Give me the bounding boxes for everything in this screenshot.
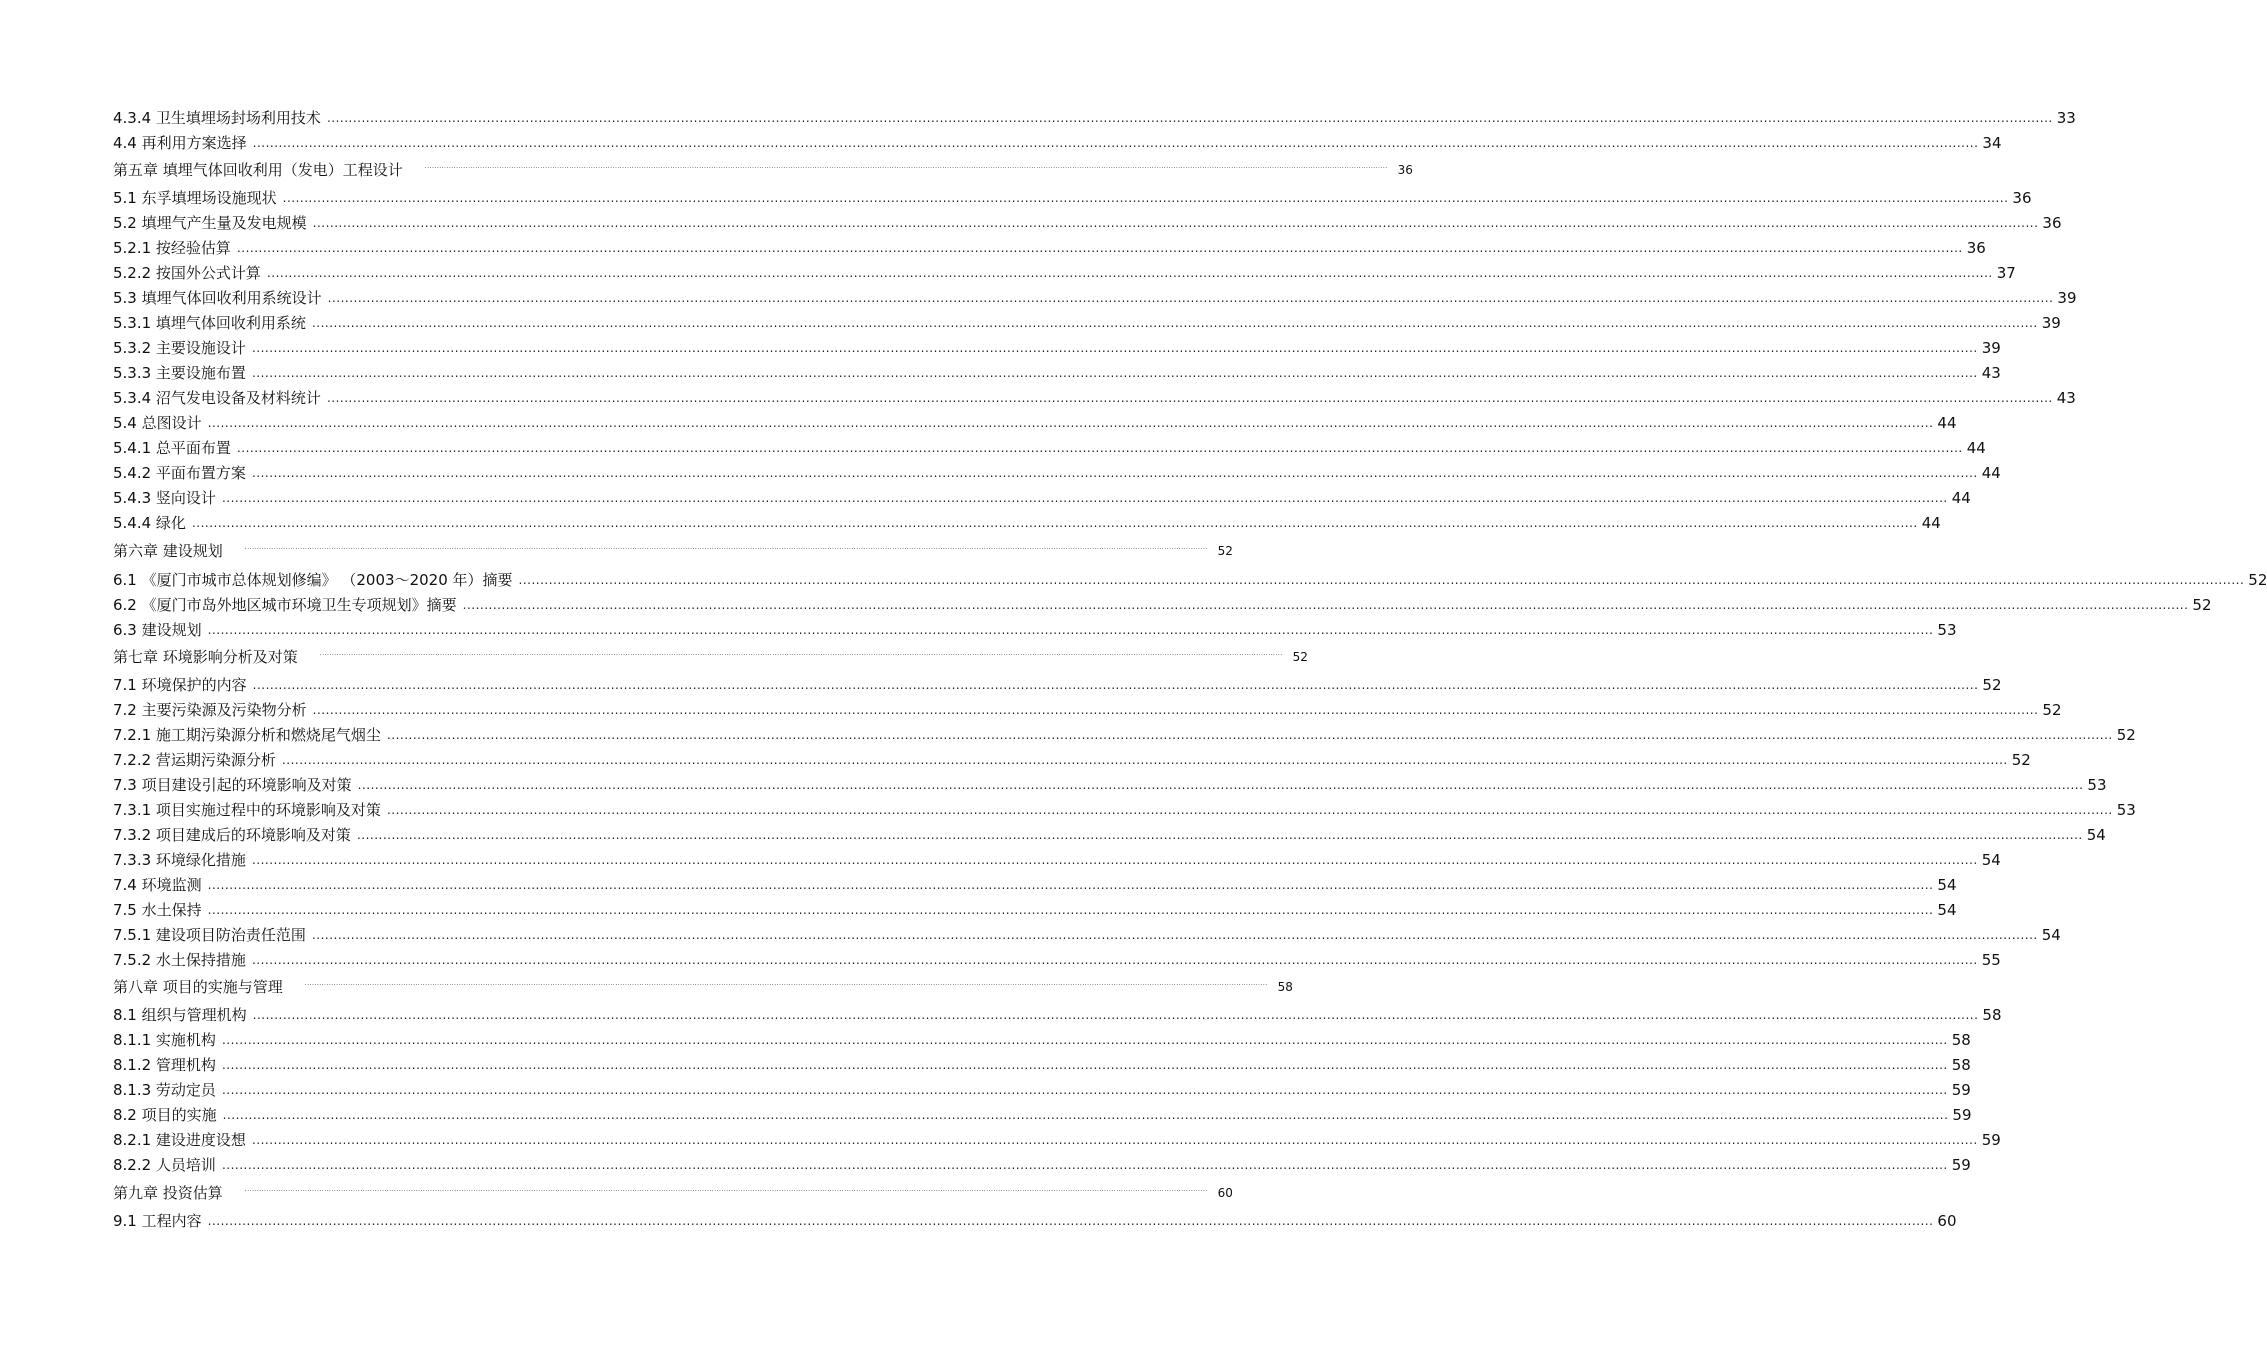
toc-dot-leader: ................................................................................................................................................................................................................................................................................................................................................................................................................ <box>221 1158 1948 1172</box>
toc-entry-title: 5.2 填埋气产生量及发电规模 <box>113 214 307 232</box>
toc-page-number: 52 <box>2248 571 2267 589</box>
toc-dot-leader: ................................................................................................................................................................................................................................................................................................................................................................................................................ <box>312 216 2039 230</box>
toc-section-entry[interactable] <box>113 900 1957 920</box>
toc-dot-leader: ................................................................................................................................................................................................................................................................................................................................................................................................................ <box>424 163 1388 170</box>
toc-section-entry[interactable] <box>113 700 2062 720</box>
toc-dot-leader: ................................................................................................................................................................................................................................................................................................................................................................................................................ <box>462 598 2189 612</box>
toc-page-number: 52 <box>1292 650 1308 664</box>
toc-page-number: 39 <box>2057 289 2077 307</box>
toc-page-number: 59 <box>1952 1106 1972 1124</box>
toc-page-number: 36 <box>2012 189 2032 207</box>
toc-section-entry[interactable] <box>113 488 1971 508</box>
toc-dot-leader: ................................................................................................................................................................................................................................................................................................................................................................................................................ <box>518 573 2245 587</box>
toc-section-entry[interactable] <box>113 313 2061 333</box>
toc-section-entry[interactable] <box>113 1105 1972 1125</box>
toc-section-entry[interactable] <box>113 1005 2002 1025</box>
toc-entry-title: 8.1.2 管理机构 <box>113 1056 216 1074</box>
toc-section-entry[interactable] <box>113 800 2136 820</box>
toc-section-entry[interactable] <box>113 288 2077 308</box>
toc-page-number: 58 <box>1277 980 1293 994</box>
toc-entry-title: 第八章 项目的实施与管理 <box>113 978 283 996</box>
toc-dot-leader: ................................................................................................................................................................................................................................................................................................................................................................................................................ <box>386 803 2113 817</box>
toc-section-entry[interactable] <box>113 750 2031 770</box>
toc-chapter-entry[interactable] <box>113 1183 1233 1203</box>
toc-section-entry[interactable] <box>113 620 1957 640</box>
toc-page-number: 60 <box>1937 1212 1957 1230</box>
toc-entry-title: 5.3.3 主要设施布置 <box>113 364 246 382</box>
toc-dot-leader: ................................................................................................................................................................................................................................................................................................................................................................................................................ <box>236 241 1963 255</box>
toc-dot-leader: ................................................................................................................................................................................................................................................................................................................................................................................................................ <box>221 1083 1948 1097</box>
toc-page-number: 43 <box>2056 389 2076 407</box>
toc-entry-title: 5.2.1 按经验估算 <box>113 239 231 257</box>
toc-entry-title: 第七章 环境影响分析及对策 <box>113 648 298 666</box>
toc-dot-leader: ................................................................................................................................................................................................................................................................................................................................................................................................................ <box>244 1186 1208 1193</box>
toc-dot-leader: ................................................................................................................................................................................................................................................................................................................................................................................................................ <box>327 291 2054 305</box>
toc-entry-title: 5.3.4 沼气发电设备及材料统计 <box>113 389 321 407</box>
toc-dot-leader: ................................................................................................................................................................................................................................................................................................................................................................................................................ <box>319 650 1283 657</box>
toc-chapter-entry[interactable] <box>113 541 1233 561</box>
toc-section-entry[interactable] <box>113 263 2016 283</box>
toc-entry-title: 7.3 项目建设引起的环境影响及对策 <box>113 776 352 794</box>
toc-dot-leader: ................................................................................................................................................................................................................................................................................................................................................................................................................ <box>221 1033 1948 1047</box>
toc-page-number: 52 <box>1982 676 2002 694</box>
toc-section-entry[interactable] <box>113 950 2001 970</box>
toc-entry-title: 8.1.1 实施机构 <box>113 1031 216 1049</box>
toc-dot-leader: ................................................................................................................................................................................................................................................................................................................................................................................................................ <box>356 828 2083 842</box>
toc-dot-leader: ................................................................................................................................................................................................................................................................................................................................................................................................................ <box>221 491 1948 505</box>
toc-section-entry[interactable] <box>113 133 2002 153</box>
toc-dot-leader: ................................................................................................................................................................................................................................................................................................................................................................................................................ <box>221 1058 1948 1072</box>
toc-page-number: 33 <box>2056 109 2076 127</box>
toc-section-entry[interactable] <box>113 595 2212 615</box>
toc-page-number: 54 <box>2041 926 2061 944</box>
toc-dot-leader: ................................................................................................................................................................................................................................................................................................................................................................................................................ <box>357 778 2084 792</box>
toc-section-entry[interactable] <box>113 875 1957 895</box>
toc-chapter-entry[interactable] <box>113 160 1413 180</box>
toc-entry-title: 7.2 主要污染源及污染物分析 <box>113 701 307 719</box>
toc-dot-leader: ................................................................................................................................................................................................................................................................................................................................................................................................................ <box>252 678 1979 692</box>
toc-page-number: 59 <box>1981 1131 2001 1149</box>
toc-section-entry[interactable] <box>113 1055 1971 1075</box>
toc-entry-title: 8.1.3 劳动定员 <box>113 1081 216 1099</box>
toc-entry-title: 6.1 《厦门市城市总体规划修编》 （2003～2020 年）摘要 <box>113 571 513 589</box>
toc-page-number: 59 <box>1951 1156 1971 1174</box>
toc-entry-title: 4.4 再利用方案选择 <box>113 134 247 152</box>
toc-entry-title: 7.4 环境监测 <box>113 876 202 894</box>
toc-page-number: 54 <box>2086 826 2106 844</box>
toc-page-number: 59 <box>1951 1081 1971 1099</box>
toc-dot-leader: ................................................................................................................................................................................................................................................................................................................................................................................................................ <box>251 1133 1978 1147</box>
toc-dot-leader: ................................................................................................................................................................................................................................................................................................................................................................................................................ <box>252 136 1979 150</box>
toc-dot-leader: ................................................................................................................................................................................................................................................................................................................................................................................................................ <box>311 928 2038 942</box>
toc-page-number: 37 <box>1996 264 2016 282</box>
toc-page-number: 52 <box>2116 726 2136 744</box>
toc-section-entry[interactable] <box>113 238 1986 258</box>
toc-entry-title: 9.1 工程内容 <box>113 1212 202 1230</box>
toc-dot-leader: ................................................................................................................................................................................................................................................................................................................................................................................................................ <box>251 466 1978 480</box>
toc-dot-leader: ................................................................................................................................................................................................................................................................................................................................................................................................................ <box>191 516 1918 530</box>
toc-page-number: 58 <box>1951 1056 1971 1074</box>
toc-dot-leader: ................................................................................................................................................................................................................................................................................................................................................................................................................ <box>252 1008 1979 1022</box>
toc-section-entry[interactable] <box>113 463 2001 483</box>
toc-section-entry[interactable] <box>113 1130 2001 1150</box>
toc-section-entry[interactable] <box>113 413 1957 433</box>
toc-page-number: 60 <box>1217 1186 1233 1200</box>
toc-section-entry[interactable] <box>113 775 2107 795</box>
toc-dot-leader: ................................................................................................................................................................................................................................................................................................................................................................................................................ <box>304 980 1268 987</box>
toc-page-number: 43 <box>1981 364 2001 382</box>
toc-entry-title: 7.5 水土保持 <box>113 901 202 919</box>
toc-page-number: 54 <box>1937 876 1957 894</box>
toc-page-number: 52 <box>2011 751 2031 769</box>
toc-section-entry[interactable] <box>113 108 2076 128</box>
toc-page-number: 44 <box>1966 439 1986 457</box>
toc-dot-leader: ................................................................................................................................................................................................................................................................................................................................................................................................................ <box>326 391 2053 405</box>
toc-dot-leader: ................................................................................................................................................................................................................................................................................................................................................................................................................ <box>311 316 2038 330</box>
toc-entry-title: 5.3 填埋气体回收利用系统设计 <box>113 289 322 307</box>
toc-section-entry[interactable] <box>113 1030 1971 1050</box>
toc-entry-title: 8.2.1 建设进度设想 <box>113 1131 246 1149</box>
toc-section-entry[interactable] <box>113 1211 1957 1231</box>
toc-page-number: 39 <box>2041 314 2061 332</box>
toc-section-entry[interactable] <box>113 338 2001 358</box>
toc-page-number: 53 <box>2116 801 2136 819</box>
toc-section-entry[interactable] <box>113 725 2136 745</box>
toc-dot-leader: ................................................................................................................................................................................................................................................................................................................................................................................................................ <box>386 728 2113 742</box>
toc-page-number: 44 <box>1981 464 2001 482</box>
toc-page-number: 52 <box>2192 596 2212 614</box>
toc-dot-leader: ................................................................................................................................................................................................................................................................................................................................................................................................................ <box>207 903 1934 917</box>
toc-page-number: 34 <box>1982 134 2002 152</box>
toc-entry-title: 8.1 组织与管理机构 <box>113 1006 247 1024</box>
toc-entry-title: 5.4.1 总平面布置 <box>113 439 231 457</box>
toc-entry-title: 7.1 环境保护的内容 <box>113 676 247 694</box>
toc-section-entry[interactable] <box>113 570 2267 590</box>
toc-dot-leader: ................................................................................................................................................................................................................................................................................................................................................................................................................ <box>251 366 1978 380</box>
toc-page-number: 44 <box>1951 489 1971 507</box>
toc-dot-leader: ................................................................................................................................................................................................................................................................................................................................................................................................................ <box>251 853 1978 867</box>
toc-dot-leader: ................................................................................................................................................................................................................................................................................................................................................................................................................ <box>326 111 2053 125</box>
toc-section-entry[interactable] <box>113 388 2076 408</box>
toc-page-number: 58 <box>1982 1006 2002 1024</box>
toc-dot-leader: ................................................................................................................................................................................................................................................................................................................................................................................................................ <box>282 191 2009 205</box>
toc-dot-leader: ................................................................................................................................................................................................................................................................................................................................................................................................................ <box>266 266 1993 280</box>
toc-page-number: 36 <box>1397 163 1413 177</box>
toc-section-entry[interactable] <box>113 438 1986 458</box>
toc-page-number: 54 <box>1981 851 2001 869</box>
toc-entry-title: 第五章 填埋气体回收利用（发电）工程设计 <box>113 161 403 179</box>
toc-page-number: 55 <box>1981 951 2001 969</box>
toc-entry-title: 8.2 项目的实施 <box>113 1106 217 1124</box>
toc-section-entry[interactable] <box>113 513 1941 533</box>
toc-entry-title: 第九章 投资估算 <box>113 1184 223 1202</box>
toc-section-entry[interactable] <box>113 825 2106 845</box>
toc-entry-title: 5.4.3 竖向设计 <box>113 489 216 507</box>
toc-page-number: 44 <box>1937 414 1957 432</box>
toc-entry-title: 7.3.2 项目建成后的环境影响及对策 <box>113 826 351 844</box>
toc-entry-title: 第六章 建设规划 <box>113 542 223 560</box>
toc-entry-title: 7.3.3 环境绿化措施 <box>113 851 246 869</box>
toc-page-number: 52 <box>2042 701 2062 719</box>
toc-section-entry[interactable] <box>113 363 2001 383</box>
toc-section-entry[interactable] <box>113 213 2062 233</box>
toc-chapter-entry[interactable] <box>113 977 1293 997</box>
toc-entry-title: 5.3.1 填埋气体回收利用系统 <box>113 314 306 332</box>
toc-dot-leader: ................................................................................................................................................................................................................................................................................................................................................................................................................ <box>312 703 2039 717</box>
toc-dot-leader: ................................................................................................................................................................................................................................................................................................................................................................................................................ <box>207 878 1934 892</box>
toc-page-number: 39 <box>1981 339 2001 357</box>
toc-dot-leader: ................................................................................................................................................................................................................................................................................................................................................................................................................ <box>251 953 1978 967</box>
toc-entry-title: 7.2.1 施工期污染源分析和燃烧尾气烟尘 <box>113 726 381 744</box>
toc-entry-title: 5.1 东孚填埋场设施现状 <box>113 189 277 207</box>
toc-section-entry[interactable] <box>113 1155 1971 1175</box>
toc-entry-title: 5.4.2 平面布置方案 <box>113 464 246 482</box>
toc-entry-title: 5.2.2 按国外公式计算 <box>113 264 261 282</box>
toc-entry-title: 7.3.1 项目实施过程中的环境影响及对策 <box>113 801 381 819</box>
toc-section-entry[interactable] <box>113 675 2002 695</box>
toc-page-number: 36 <box>2042 214 2062 232</box>
toc-entry-title: 7.5.2 水土保持措施 <box>113 951 246 969</box>
toc-entry-title: 5.4.4 绿化 <box>113 514 186 532</box>
toc-dot-leader: ................................................................................................................................................................................................................................................................................................................................................................................................................ <box>207 416 1934 430</box>
toc-chapter-entry[interactable] <box>113 647 1308 667</box>
toc-dot-leader: ................................................................................................................................................................................................................................................................................................................................................................................................................ <box>281 753 2008 767</box>
toc-page-number: 58 <box>1951 1031 1971 1049</box>
toc-dot-leader: ................................................................................................................................................................................................................................................................................................................................................................................................................ <box>207 623 1934 637</box>
toc-entry-title: 6.3 建设规划 <box>113 621 202 639</box>
toc-entry-title: 8.2.2 人员培训 <box>113 1156 216 1174</box>
toc-entry-title: 6.2 《厦门市岛外地区城市环境卫生专项规划》摘要 <box>113 596 457 614</box>
toc-page-number: 52 <box>1217 544 1233 558</box>
toc-page-number: 54 <box>1937 901 1957 919</box>
toc-dot-leader: ................................................................................................................................................................................................................................................................................................................................................................................................................ <box>236 441 1963 455</box>
toc-entry-title: 5.3.2 主要设施设计 <box>113 339 246 357</box>
toc-entry-title: 4.3.4 卫生填埋场封场利用技术 <box>113 109 321 127</box>
toc-dot-leader: ................................................................................................................................................................................................................................................................................................................................................................................................................ <box>207 1214 1934 1228</box>
toc-page-number: 53 <box>2087 776 2107 794</box>
toc-entry-title: 7.2.2 营运期污染源分析 <box>113 751 276 769</box>
toc-section-entry[interactable] <box>113 188 2032 208</box>
toc-page-number: 44 <box>1921 514 1941 532</box>
toc-section-entry[interactable] <box>113 850 2001 870</box>
toc-dot-leader: ................................................................................................................................................................................................................................................................................................................................................................................................................ <box>244 544 1208 551</box>
toc-dot-leader: ................................................................................................................................................................................................................................................................................................................................................................................................................ <box>251 341 1978 355</box>
toc-dot-leader: ................................................................................................................................................................................................................................................................................................................................................................................................................ <box>222 1108 1949 1122</box>
toc-page-number: 53 <box>1937 621 1957 639</box>
toc-entry-title: 5.4 总图设计 <box>113 414 202 432</box>
toc-page-number: 36 <box>1966 239 1986 257</box>
toc-section-entry[interactable] <box>113 925 2061 945</box>
toc-entry-title: 7.5.1 建设项目防治责任范围 <box>113 926 306 944</box>
toc-section-entry[interactable] <box>113 1080 1971 1100</box>
